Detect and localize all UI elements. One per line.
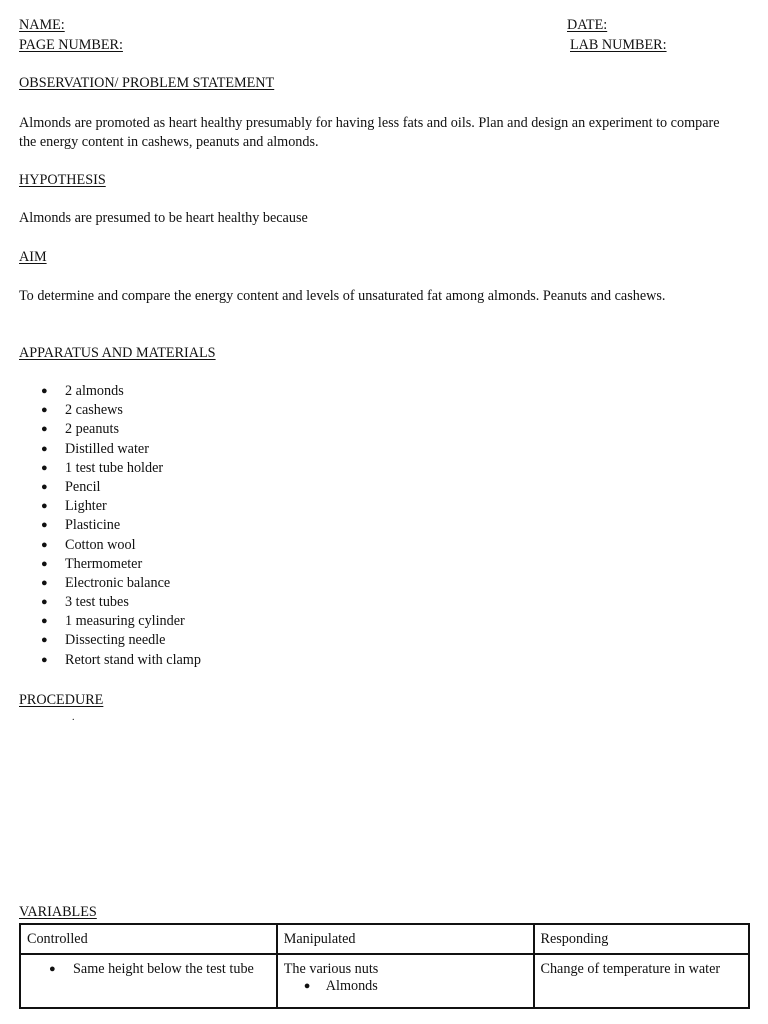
variables-heading: VARIABLES (19, 904, 97, 920)
list-item: ● Plasticine (19, 516, 201, 535)
hypothesis-heading: HYPOTHESIS (19, 172, 106, 188)
table-header-row (20, 924, 749, 954)
list-item: ● Cotton wool (19, 536, 201, 555)
column-header-responding: Responding (534, 924, 750, 954)
list-item: ● 2 cashews (19, 401, 201, 420)
column-header-manipulated: Manipulated (277, 924, 534, 954)
observation-text: Almonds are promoted as heart healthy presumably for having less fats and oils. Plan and design an experiment to compare the energy content in cashews, peanuts and almonds. (19, 115, 720, 150)
procedure-heading: PROCEDURE (19, 692, 104, 708)
stray-mark: . (72, 712, 75, 723)
table-row (20, 954, 749, 1008)
responding-cell (534, 954, 750, 1008)
page-number-label: PAGE NUMBER: (19, 37, 123, 53)
apparatus-heading: APPARATUS AND MATERIALS (19, 345, 216, 361)
column-header-controlled: Controlled (20, 924, 277, 954)
controlled-item: ● Same height below the test tube (27, 961, 270, 978)
list-item: ● Dissecting needle (19, 631, 201, 650)
hypothesis-text: Almonds are presumed to be heart healthy because (19, 210, 308, 226)
materials-list (19, 382, 201, 670)
name-label: NAME: (19, 17, 65, 33)
list-item: ● Lighter (19, 497, 201, 516)
list-item: ● Retort stand with clamp (19, 651, 201, 670)
responding-text: Change of temperature in water (540, 961, 721, 977)
observation-heading: OBSERVATION/ PROBLEM STATEMENT (19, 75, 275, 91)
list-item: ● 1 test tube holder (19, 459, 201, 478)
list-item: ● Distilled water (19, 440, 201, 459)
list-item: ● 1 measuring cylinder (19, 612, 201, 631)
list-item: ● Electronic balance (19, 574, 201, 593)
list-item: ● 2 peanuts (19, 420, 201, 439)
list-item: ● Thermometer (19, 555, 201, 574)
manipulated-text: The various nuts (283, 961, 379, 977)
manipulated-cell (277, 954, 534, 1008)
manipulated-item: ● Almonds (284, 978, 527, 995)
date-label: DATE: (567, 17, 608, 33)
aim-heading: AIM (19, 249, 47, 265)
variables-table (19, 923, 750, 1009)
controlled-cell (20, 954, 277, 1008)
aim-text: To determine and compare the energy content and levels of unsaturated fat among almonds. Peanuts and cashews. (19, 288, 666, 304)
list-item: ● 2 almonds (19, 382, 201, 401)
list-item: ● 3 test tubes (19, 593, 201, 612)
list-item: ● Pencil (19, 478, 201, 497)
lab-number-label: LAB NUMBER: (570, 37, 667, 53)
